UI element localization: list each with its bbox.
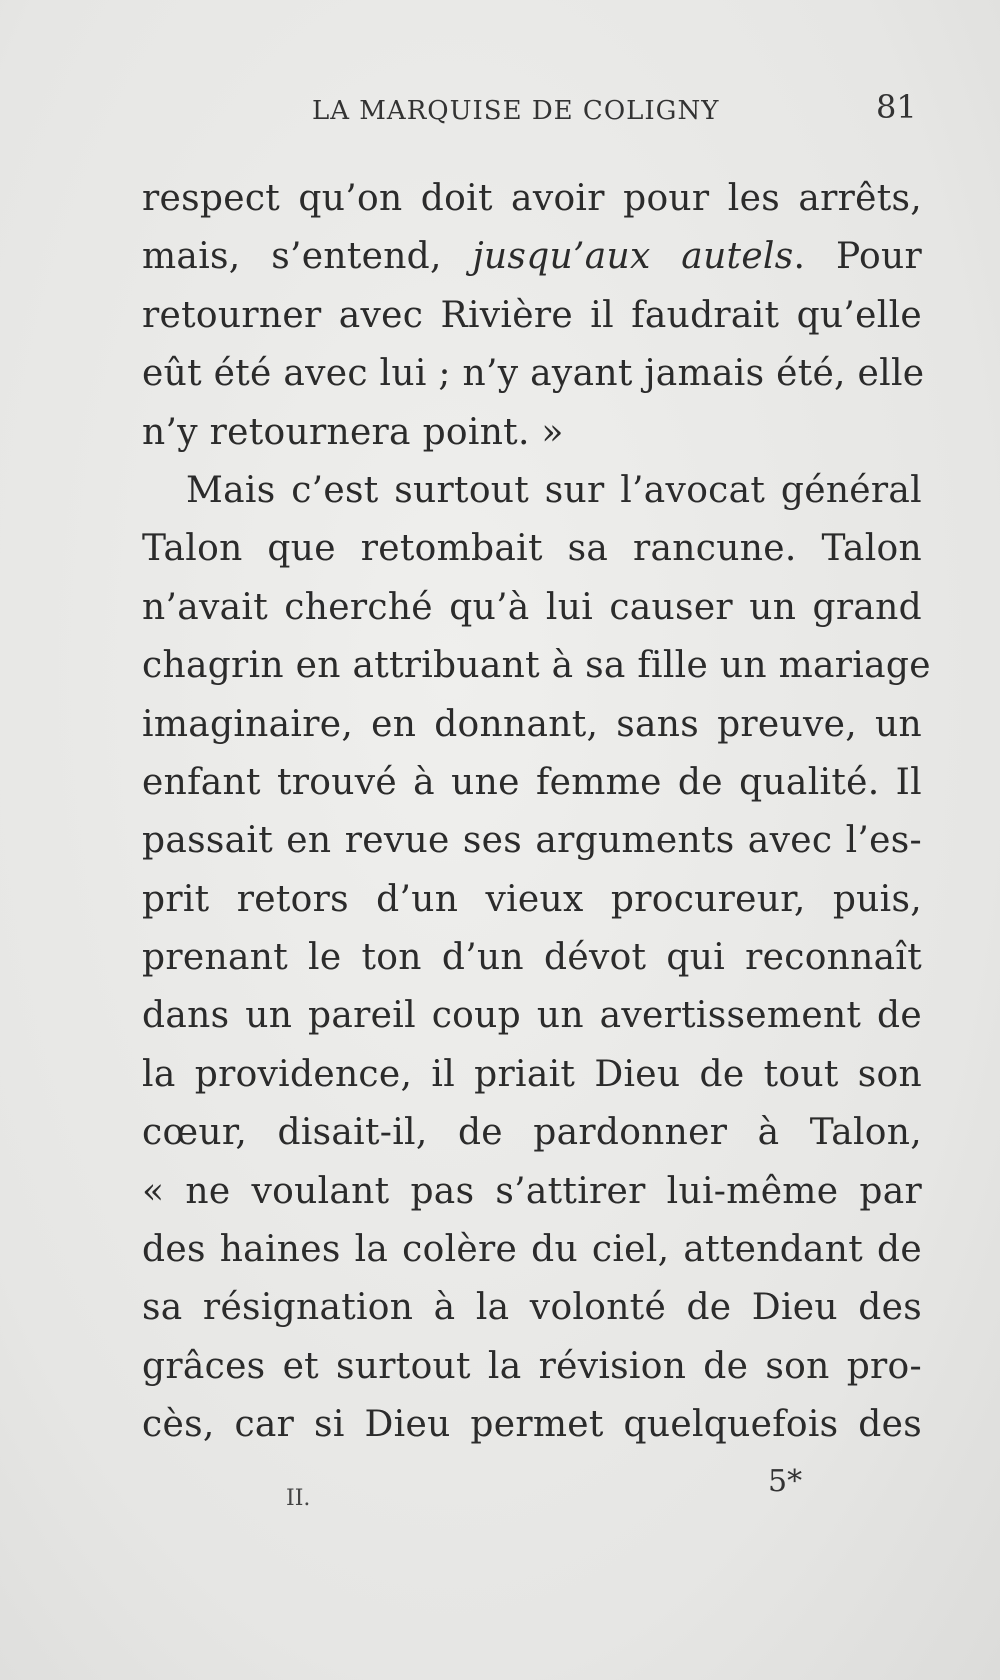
text-line: Talon que retombait sa rancune. Talon [142,528,922,570]
text-line: « ne voulant pas s’attirer lui-même par [142,1170,922,1212]
text-segment: . Pour [793,236,922,278]
signature-mark: II. [286,1486,311,1511]
text-line: prenant le ton d’un dévot qui reconnaît [142,937,922,979]
text-line: enfant trouvé à une femme de qualité. Il [142,761,922,803]
text-line: cès, car si Dieu permet quelquefois des [142,1404,922,1446]
text-line: cœur, disait-il, de pardonner à Talon, [142,1112,922,1154]
text-line: retourner avec Rivière il faudrait qu’elle [142,294,922,336]
text-line: des haines la colère du ciel, attendant de [142,1229,922,1271]
text-line: imaginaire, en donnant, sans preuve, un [142,703,922,745]
text-line: respect qu’on doit avoir pour les arrêts, [142,178,922,219]
text-line: n’avait cherché qu’à lui causer un grand [142,586,922,628]
gathering-mark: 5* [768,1464,803,1499]
page-number: 81 [876,88,917,126]
text-line: prit retors d’un vieux procureur, puis, [142,878,922,920]
text-segment: mais, s’entend, [142,236,473,278]
text-line: passait en revue ses arguments avec l’es- [142,820,922,862]
running-title: LA MARQUISE DE COLIGNY [312,96,720,126]
text-line: Mais c’est surtout sur l’avocat général [186,469,922,511]
text-line: grâces et surtout la révision de son pro- [142,1345,922,1387]
text-line: chagrin en attribuant à sa fille un mariage [142,645,931,687]
text-line: sa résignation à la volonté de Dieu des [142,1287,922,1329]
text-line: eût été avec lui ; n’y ayant jamais été, elle [142,353,925,395]
text-line: la providence, il priait Dieu de tout son [142,1053,922,1095]
italic-phrase: jusqu’aux autels [472,236,794,278]
text-line: dans un pareil coup un avertissement de [142,995,922,1037]
text-line: n’y retournera point. » [142,411,564,453]
text-line [142,228,922,286]
body-text [142,170,931,1455]
